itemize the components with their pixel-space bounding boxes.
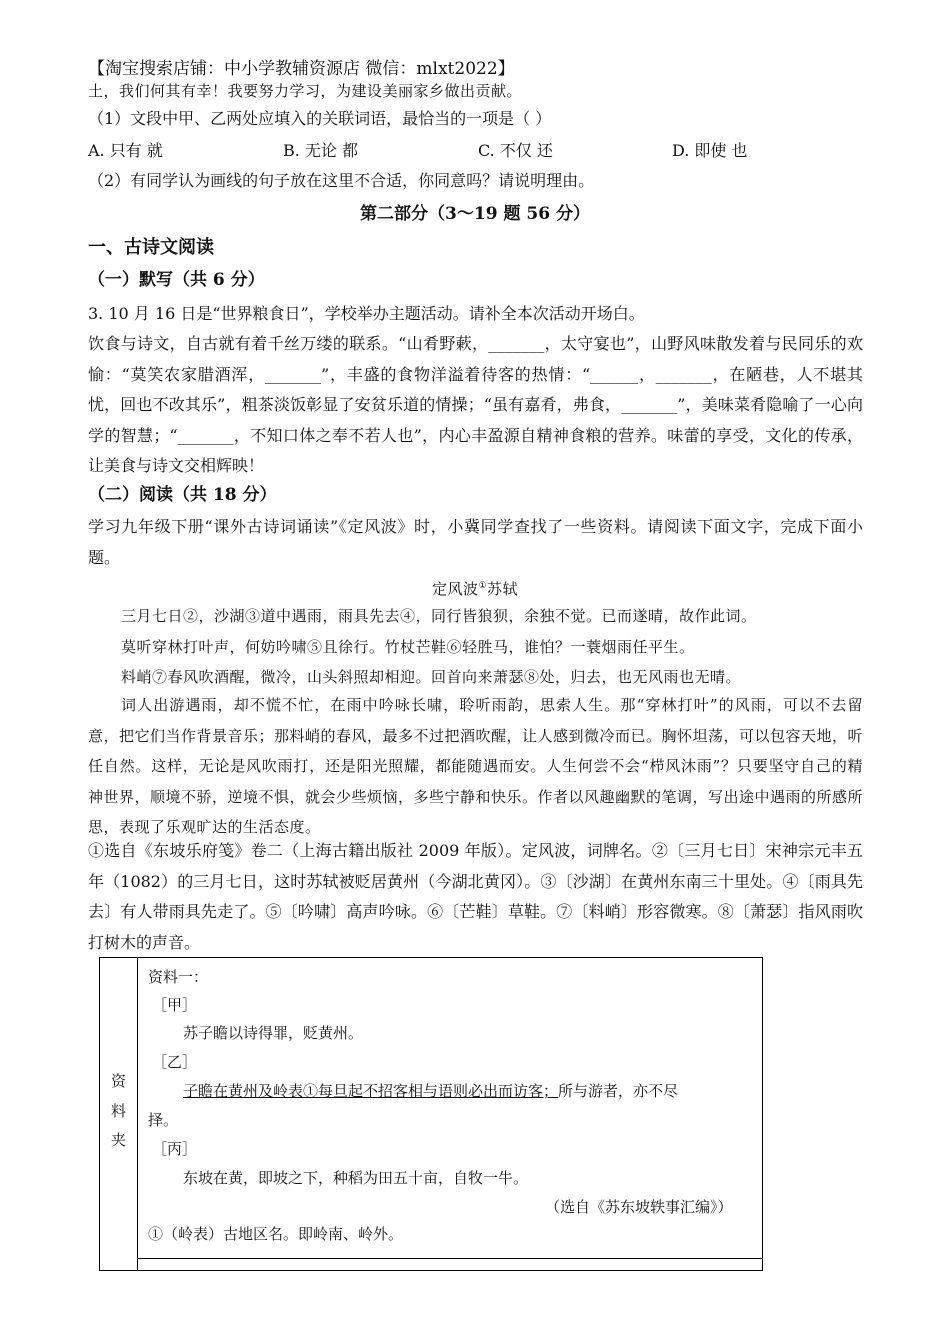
subsection-dictation: （一）默写（共 6 分） (88, 270, 265, 290)
option-b: B. 无论 都 (283, 141, 359, 160)
part2-title: 第二部分（3～19 题 56 分） (360, 204, 590, 224)
folder-bottom-rule (137, 1258, 762, 1259)
text-bing: 东坡在黄，即坡之下，种稻为田五十亩，自牧一牛。 (183, 1169, 529, 1187)
tag-yi: ［乙］ (152, 1053, 198, 1071)
side-char-1: 资 (110, 1072, 126, 1090)
side-char-3: 夹 (110, 1131, 126, 1149)
text-yi-underlined: 子瞻在黄州及岭表①每旦起不招客相与语则必出而访客； (183, 1082, 559, 1100)
material-folder (99, 957, 763, 1271)
tag-jia: ［甲］ (152, 996, 198, 1014)
continued-line: 土，我们何其有幸！我要努力学习，为建设美丽家乡做出贡献。 (88, 82, 523, 100)
tag-bing: ［丙］ (152, 1140, 198, 1158)
question-1-2: （2）有同学认为画线的句子放在这里不合适，你同意吗？请说明理由。 (88, 171, 595, 190)
header-ad: 【淘宝搜索店铺：中小学教辅资源店 微信：mlxt2022】 (88, 59, 515, 79)
poem-preface: 三月七日②，沙湖③道中遇雨，雨具先去④，同行皆狼狈，余独不觉。已而遂晴，故作此词。 (121, 607, 757, 625)
poem-name: 定风波 (431, 580, 479, 598)
poem-title (0, 575, 950, 600)
section-heading-classical: 一、古诗文阅读 (88, 237, 214, 258)
material-1-label: 资料一： (148, 968, 209, 986)
poem-title-note: ① (478, 581, 488, 591)
subsection-reading: （二）阅读（共 18 分） (88, 485, 277, 505)
question-3-body: 饮食与诗文，自古就有着千丝万缕的联系。“山肴野蔌，_______，太守宴也”，山野风味散发着与民同乐的欢愉：“莫笑农家腊酒浑，_______”，丰盛的食物洋溢着待客的热情：“______，_______，在陋巷，人不堪其忧，回也不改其乐”，粗茶淡饭彰显了安贫乐道的情操；“虽有嘉肴，弗食，_______”，美味菜肴隐喻了一心向学的智慧；“_______，不知口体之奉不若人也”，内心丰盈源自精神食粮的营养。味蕾的享受，文化的传承，让美食与诗文交相辉映！ (88, 334, 863, 475)
question-1-1: （1）文段中甲、乙两处应填入的关联词语，最恰当的一项是（ ） (88, 109, 552, 128)
text-jia: 苏子瞻以诗得罪，贬黄州。 (183, 1024, 364, 1042)
question-3-intro: 3. 10 月 16 日是“世界粮食日”，学校举办主题活动。请补全本次活动开场白。 (88, 304, 645, 323)
option-c: C. 不仅 还 (478, 141, 553, 160)
text-yi-rest: 所与游者，亦不尽 (558, 1082, 679, 1100)
side-char-2: 料 (110, 1102, 126, 1120)
poem-verse-1: 莫听穿林打叶声，何妨吟啸⑤且徐行。竹杖芒鞋⑥轻胜马，谁怕？一蓑烟雨任平生。 (121, 638, 695, 656)
option-a: A. 只有 就 (88, 141, 163, 160)
option-d: D. 即使 也 (672, 141, 748, 160)
text-yi-cont: 择。 (148, 1111, 179, 1129)
folder-note: ①（岭表）古地区名。即岭南、岭外。 (148, 1225, 404, 1243)
poem-verse-2: 料峭⑦春风吹酒醒，微冷，山头斜照却相迎。回首向来萧瑟⑧处，归去，也无风雨也无晴。 (121, 668, 742, 686)
poem-commentary: 词人出游遇雨，却不慌不忙，在雨中吟咏长啸，聆听雨韵，思索人生。那“穿林打叶”的风雨，可以不去留意，把它们当作背景音乐；那料峭的春风，最多不过把酒吹醒，让人感到微冷而已。胸怀坦荡，可以包容天地，听任自然。这样，无论是风吹雨打，还是阳光照耀，都能随遇而安。人生何尝不会“栉风沐雨”？只要坚守自己的精神世界，顺境不骄，逆境不惧，就会少些烦恼，多些宁静和快乐。作者以风趣幽默的笔调，写出途中遇雨的所感所思，表现了乐观旷达的生活态度。 (88, 696, 864, 836)
poem-author: 苏轼 (487, 580, 519, 598)
text-yi (183, 1080, 678, 1102)
folder-source: （选自《苏东坡轶事汇编》） (545, 1198, 733, 1216)
reading-intro: 学习九年级下册“课外古诗词诵读”《定风波》时，小冀同学查找了一些资料。请阅读下面文字，完成下面小题。 (88, 517, 863, 567)
folder-side-label (100, 958, 138, 1270)
poem-notes: ①选自《东坡乐府笺》卷二（上海古籍出版社 2009 年版）。定风波，词牌名。②〔三月七日〕宋神宗元丰五年（1082）的三月七日，这时苏轼被贬居黄州（今湖北黄冈）。③〔沙湖〕在黄州东南三十里处。④〔雨具先去〕有人带雨具先走了。⑤〔吟啸〕高声吟咏。⑥〔芒鞋〕草鞋。⑦〔料峭〕形容微寒。⑧〔萧瑟〕指风雨吹打树木的声音。 (88, 841, 863, 952)
